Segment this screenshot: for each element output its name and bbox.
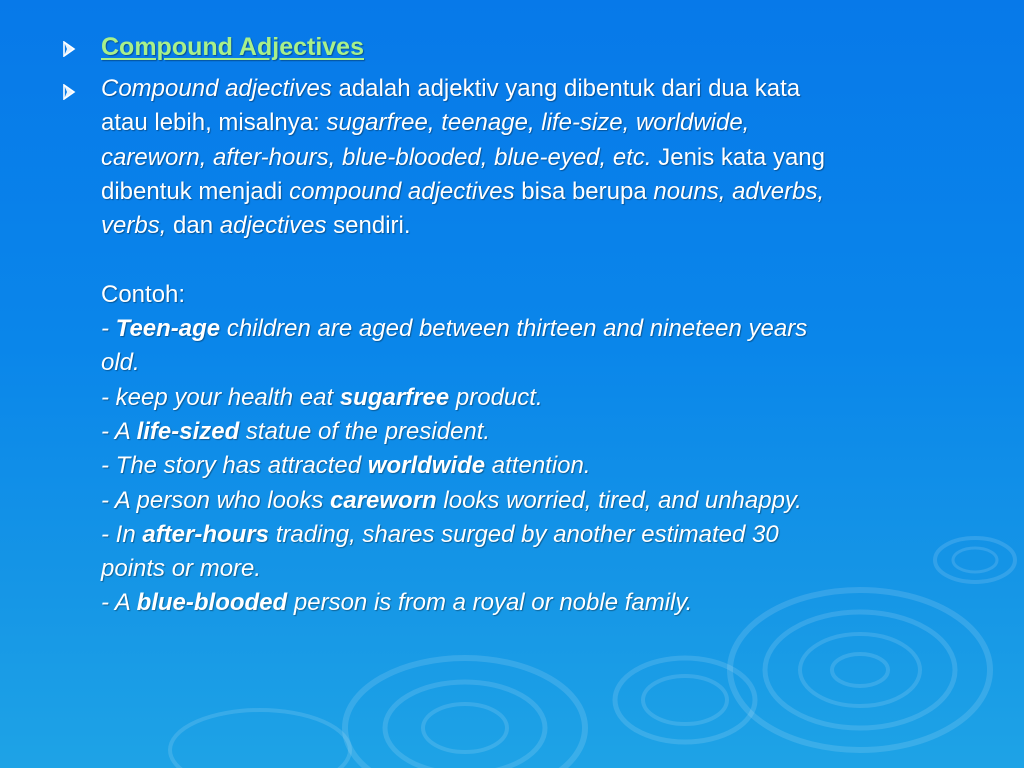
paragraph-line: dibentuk menjadi compound adjectives bisa berupa nouns, adverbs, xyxy=(101,177,825,205)
example-line: - Teen-age children are aged between thirteen and nineteen years xyxy=(101,315,808,343)
arrow-bullet-icon xyxy=(62,41,76,57)
example-term: Teen-age xyxy=(115,315,221,343)
example-line: - A person who looks careworn looks worried, tired, and unhappy. xyxy=(101,486,802,514)
example-line: points or more. xyxy=(101,555,262,583)
example-term: careworn xyxy=(330,486,437,514)
examples-text: sugarfree, teenage, life-size, worldwide, xyxy=(326,109,750,137)
example-line: - keep your health eat sugarfree product. xyxy=(101,383,543,411)
example-term: sugarfree xyxy=(339,383,450,411)
body-text xyxy=(101,72,981,621)
example-line: - The story has attracted worldwide attention. xyxy=(101,452,591,480)
example-term: worldwide xyxy=(367,452,486,480)
paragraph-line: Compound adjectives adalah adjektiv yang dibentuk dari dua kata xyxy=(101,75,801,102)
examples-heading: Contoh: xyxy=(101,280,186,308)
paragraph-line: careworn, after-hours, blue-blooded, blue-eyed, etc. Jenis kata yang xyxy=(101,143,825,171)
example-term: after-hours xyxy=(142,520,270,548)
slide-title: Compound Adjectives xyxy=(101,33,364,61)
example-line: - In after-hours trading, shares surged by another estimated 30 xyxy=(101,520,779,548)
example-line: - A life-sized statue of the president. xyxy=(101,417,491,445)
arrow-bullet-icon xyxy=(62,84,76,100)
term-text: Compound adjectives xyxy=(101,75,332,102)
example-line: old. xyxy=(101,349,140,377)
example-line: - A blue-blooded person is from a royal or noble family. xyxy=(101,589,693,617)
examples-text: careworn, after-hours, blue-blooded, blue-eyed, etc. xyxy=(101,143,652,171)
example-term: blue-blooded xyxy=(136,589,288,617)
paragraph-line: atau lebih, misalnya: sugarfree, teenage, life-size, worldwide, xyxy=(101,109,750,137)
example-term: life-sized xyxy=(136,417,240,445)
paragraph-line: verbs, dan adjectives sendiri. xyxy=(101,212,411,240)
